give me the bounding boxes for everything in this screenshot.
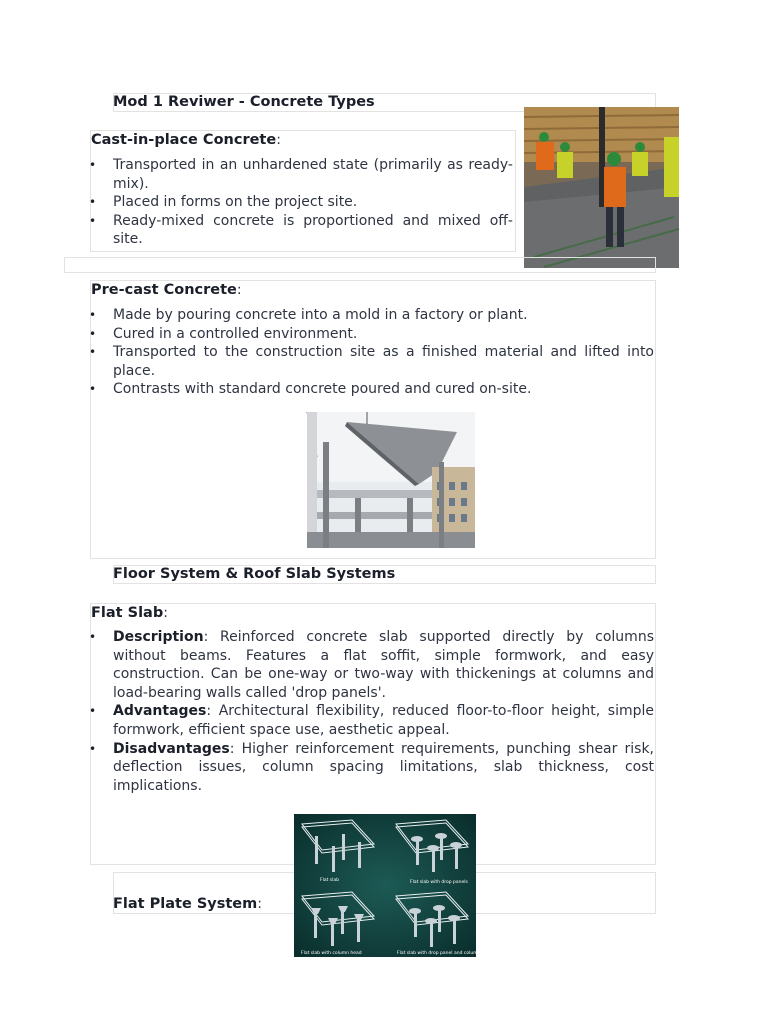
list-item: • Cured in a controlled environment. [90,325,654,344]
diagram-caption: Flat slab with column head [301,951,362,956]
document-title: Mod 1 Reviwer - Concrete Types [113,94,375,110]
precast-list [90,306,654,399]
spacer-box [64,257,656,273]
disadvantages-label: Disadvantages [113,740,230,757]
floor-system-heading: Floor System & Roof Slab Systems [113,566,396,582]
cast-in-place-photo [524,107,679,268]
description-label: Description [113,629,204,645]
list-item: • Ready-mixed concrete is proportioned and mixed off-site. [90,212,513,249]
description-text: : Reinforced concrete slab supported directly by columns without beams. Features a flat soffit, simple formwork, and easy construction. Can be one-way or two-way with thickenings at columns and load-bearing walls called 'drop panels'. [113,629,654,701]
diagram-caption: Flat slab with drop panel and column head [397,951,494,956]
advantages-label: Advantages [113,703,207,720]
disadvantages-text: : Higher reinforcement requirements, punching shear risk, deflection issues, column spacing limitations, slab thickness, cost implications. [113,740,654,794]
list-item: • Transported in an unhardened state (primarily as ready-mix). [90,156,513,193]
diagram-caption: Flat slab with drop panels [410,880,468,885]
precast-heading: Pre-cast Concrete: [91,282,242,298]
flat-plate-heading: Flat Plate System: [113,896,262,912]
precast-photo [307,412,475,548]
list-item [90,628,654,702]
flat-slab-diagram-icon [294,814,494,957]
list-item: • Contrasts with standard concrete poured and cured on-site. [90,380,654,399]
cast-in-place-list [90,156,513,249]
list-item: • Placed in forms on the project site. [90,193,513,212]
crane-lifting-precast-slab-icon [307,412,475,548]
flat-slab-heading: Flat Slab: [91,605,168,621]
list-item [90,702,654,739]
cast-in-place-heading: Cast-in-place Concrete: [91,132,281,148]
list-item: • Made by pouring concrete into a mold in a factory or plant. [90,306,654,325]
list-item: • Transported to the construction site as a finished material and lifted into place. [90,343,654,380]
construction-workers-pouring-concrete-icon [524,107,679,268]
list-item [90,740,654,796]
flat-slab-types-diagram [294,814,494,957]
advantages-text: : Architectural flexibility, reduced floor-to-floor height, simple formwork, efficient space use, aesthetic appeal. [113,703,654,738]
flat-slab-list [90,628,654,795]
diagram-caption: Flat slab [320,878,339,883]
